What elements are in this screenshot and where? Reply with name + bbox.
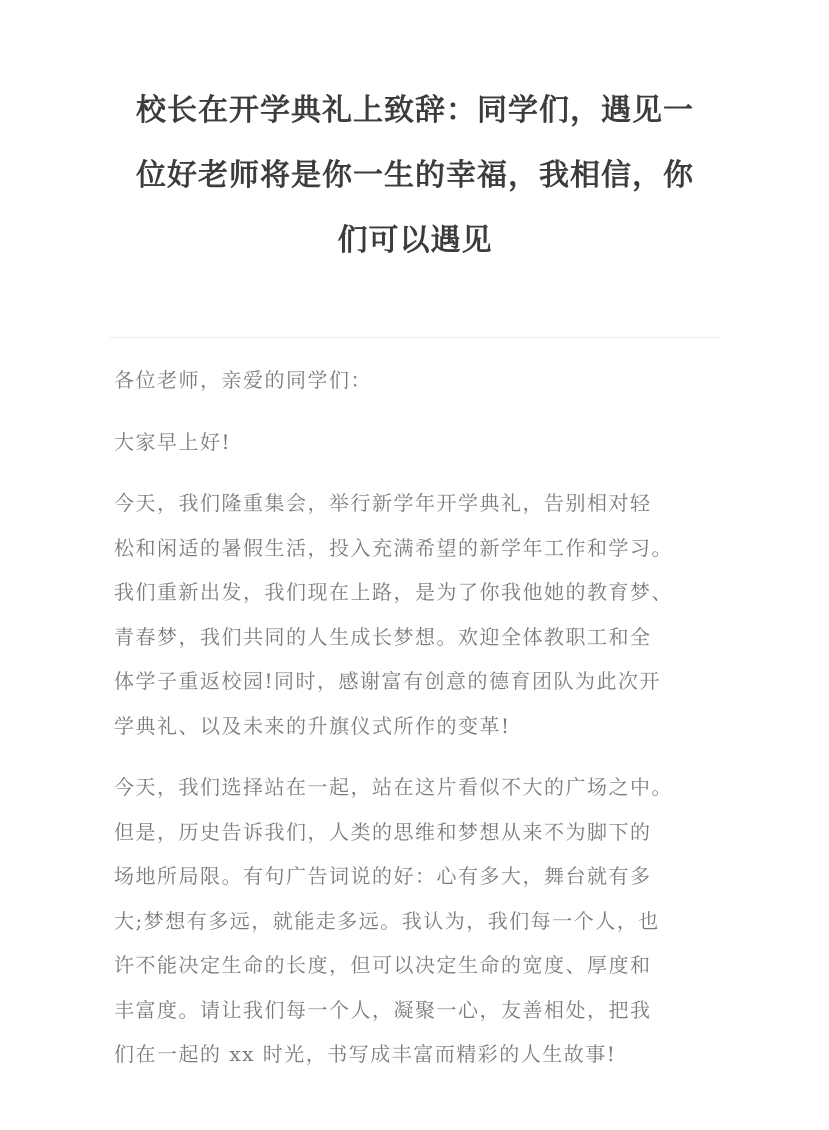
text-line: 各位老师，亲爱的同学们：	[114, 368, 372, 392]
title-divider	[110, 337, 720, 338]
paragraph-dreams	[114, 765, 734, 1077]
text-line: 今天，我们选择站在一起，站在这片看似不大的广场之中。	[114, 775, 673, 799]
text-line: 大;梦想有多远，就能走多远。我认为，我们每一个人，也	[114, 908, 660, 933]
text-line: 今天，我们隆重集会，举行新学年开学典礼，告别相对轻	[114, 491, 652, 515]
text-line: 丰富度。请让我们每一个人，凝聚一心，友善相处，把我	[114, 997, 652, 1022]
text-line: 青春梦，我们共同的人生成长梦想。欢迎全体教职工和全	[114, 624, 652, 649]
title-line: 们可以遇见	[337, 223, 493, 258]
text-line: 场地所局限。有句广告词说的好：心有多大，舞台就有多	[114, 864, 652, 888]
title-line: 校长在开学典礼上致辞：同学们，遇见一	[136, 93, 694, 128]
text-line: 们在一起的 xx 时光，书写成丰富而精彩的人生故事!	[114, 1042, 617, 1066]
paragraph-greeting	[114, 358, 734, 403]
text-line: 大家早上好!	[114, 429, 232, 454]
text-line: 体学子重返校园!同时，感谢富有创意的德育团队为此次开	[114, 669, 662, 693]
text-line: 学典礼、以及未来的升旗仪式所作的变革!	[114, 713, 511, 738]
text-line: 但是，历史告诉我们，人类的思维和梦想从来不为脚下的	[114, 819, 652, 844]
title-line: 位好老师将是你一生的幸福，我相信，你	[136, 158, 694, 193]
article-body	[114, 358, 734, 1094]
paragraph-good-morning	[114, 420, 734, 465]
paragraph-opening	[114, 481, 734, 748]
article-title	[110, 78, 720, 273]
text-line: 松和闲适的暑假生活，投入充满希望的新学年工作和学习。	[114, 535, 673, 560]
text-line: 许不能决定生命的长度，但可以决定生命的宽度、厚度和	[114, 953, 652, 977]
text-line: 我们重新出发，我们现在上路，是为了你我他她的教育梦、	[114, 580, 673, 604]
